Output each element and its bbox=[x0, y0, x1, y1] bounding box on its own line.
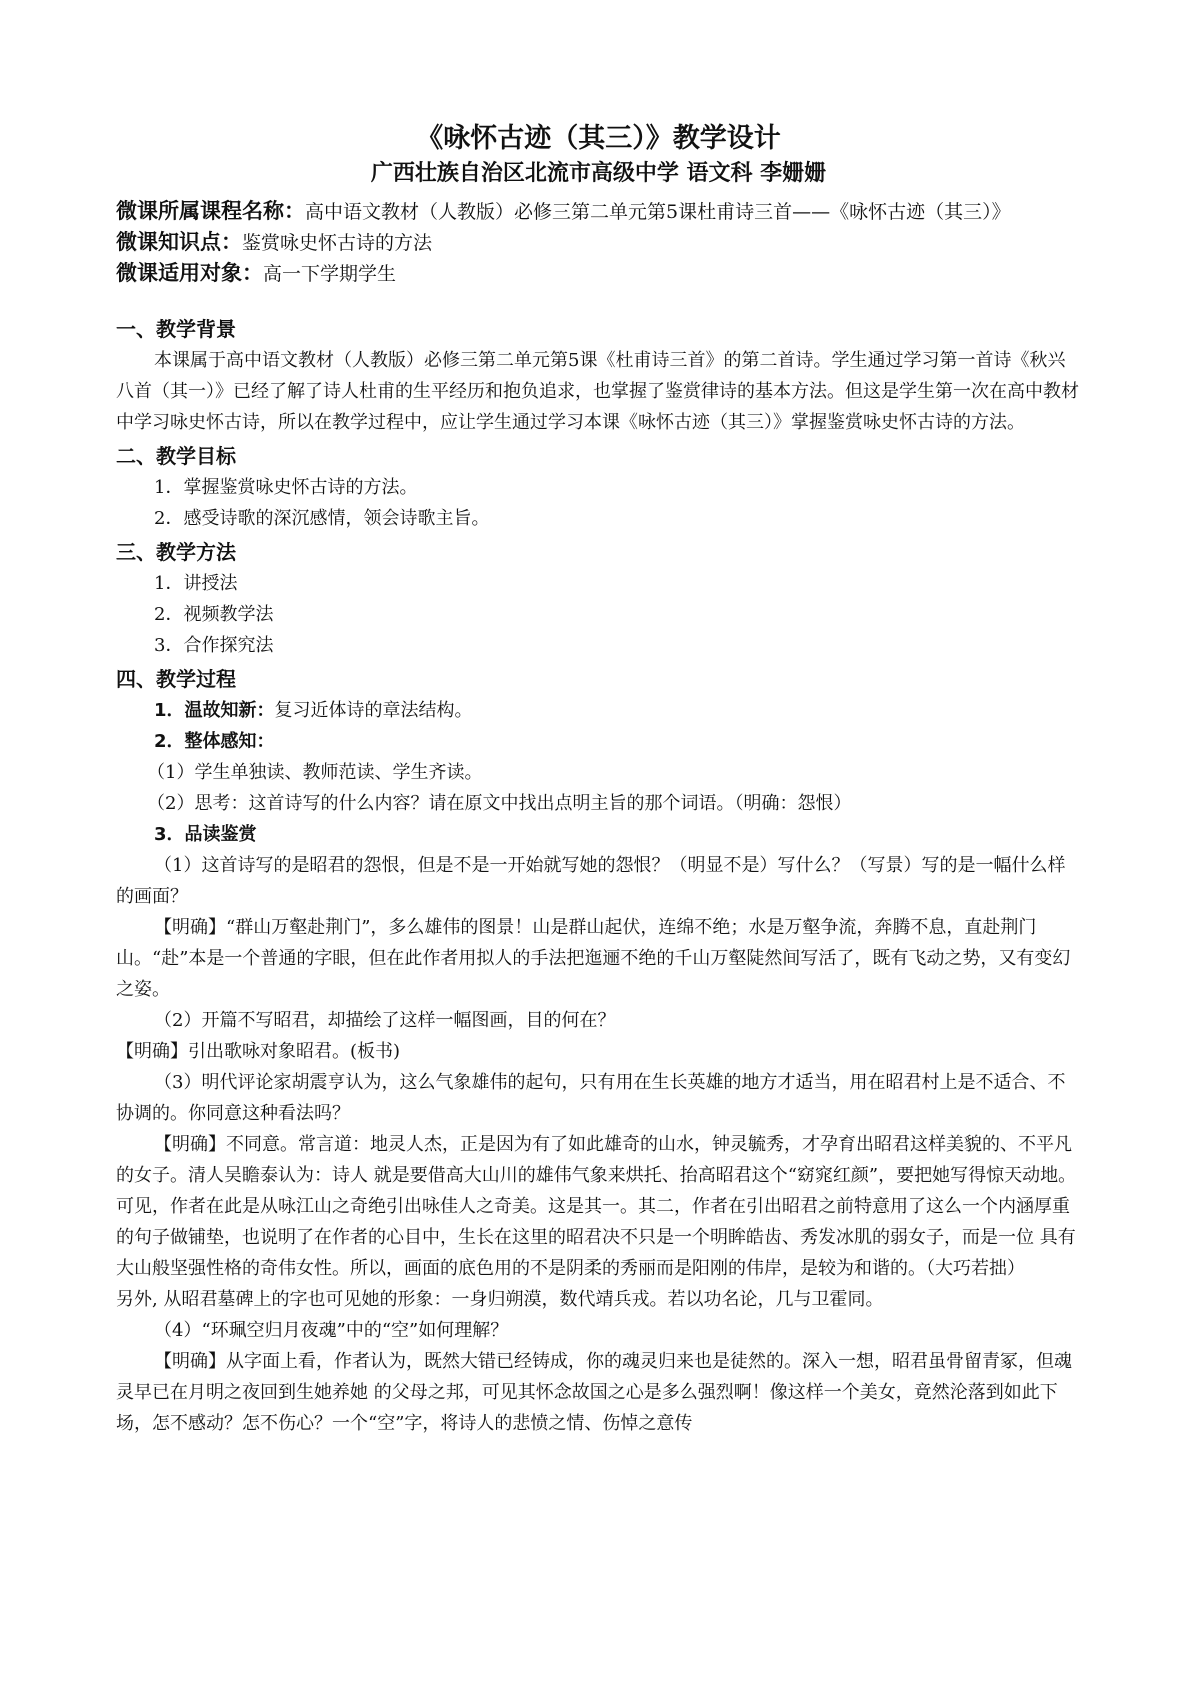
process-step-1-text: 复习近体诗的章法结构。 bbox=[274, 700, 473, 721]
method-item: 2．视频教学法 bbox=[154, 604, 274, 625]
meta-target-value: 高一下学期学生 bbox=[263, 263, 397, 285]
goal-item: 2．感受诗歌的深沉感情，领会诗歌主旨。 bbox=[154, 508, 490, 529]
section-heading-goals: 二、教学目标 bbox=[116, 444, 236, 468]
answer-3-extra: 另外, 从昭君墓碑上的字也可见她的形象：一身归朔漠，数代靖兵戎。若以功名论，几与卫霍同。 bbox=[116, 1289, 884, 1310]
section-background-body: 本课属于高中语文教材（人教版）必修三第二单元第5课《杜甫诗三首》的第二首诗。学生通过学习第一首诗《秋兴八首（其一）》已经了解了诗人杜甫的生平经历和抱负追求，也掌握了鉴赏律诗的基本方法。但这是学生第一次在高中教材中学习咏史怀古诗，所以在教学过程中，应让学生通过学习本课《咏怀古迹（其三）》掌握鉴赏咏史怀古诗的方法。 bbox=[116, 350, 1079, 433]
question-2: （2）开篇不写昭君，却描绘了这样一幅图画，目的何在？ bbox=[154, 1010, 616, 1031]
answer-4: 【明确】从字面上看，作者认为，既然大错已经铸成，你的魂灵归来也是徒然的。深入一想，昭君虽骨留青冢，但魂灵早已在月明之夜回到生她养她 的父母之邦，可见其怀念故国之心是多么强烈啊！像这样一个美女，竟然沦落到如此下场，怎不感动？怎不伤心？一个“空”字，将诗人的悲愤之情、伤悼之意传 bbox=[116, 1351, 1072, 1434]
doc-title: 《咏怀古迹（其三）》教学设计 bbox=[416, 123, 781, 154]
section-heading-background: 一、教学背景 bbox=[116, 317, 236, 341]
answer-1: 【明确】“群山万壑赴荆门”，多么雄伟的图景！山是群山起伏，连绵不绝；水是万壑争流，奔腾不息，直赴荆门山。“赴”本是一个普通的字眼，但在此作者用拟人的手法把迤逦不绝的千山万壑陡然间写活了，既有飞动之势，又有变幻之姿。 bbox=[116, 917, 1071, 1000]
meta-point-label: 微课知识点： bbox=[116, 230, 242, 254]
process-step-2-label: 2．整体感知： bbox=[154, 731, 275, 752]
doc-subtitle: 广西壮族自治区北流市高级中学 语文科 李姗姗 bbox=[370, 161, 827, 186]
spacer bbox=[116, 289, 1081, 311]
question-4: （4）“环珮空归月夜魂”中的“空”如何理解？ bbox=[154, 1320, 509, 1341]
process-step-3 bbox=[116, 819, 1081, 850]
meta-course bbox=[116, 196, 1081, 227]
process-step-1 bbox=[116, 695, 1081, 726]
goal-item: 1．掌握鉴赏咏史怀古诗的方法。 bbox=[154, 477, 418, 498]
method-item: 3．合作探究法 bbox=[154, 635, 274, 656]
process-step-2a: （1）学生单独读、教师范读、学生齐读。 bbox=[147, 762, 483, 783]
meta-course-value: 高中语文教材（人教版）必修三第二单元第5课杜甫诗三首——《咏怀古迹（其三）》 bbox=[305, 201, 1011, 223]
meta-course-label: 微课所属课程名称： bbox=[116, 199, 305, 223]
process-step-2 bbox=[116, 726, 1081, 757]
section-heading-process: 四、教学过程 bbox=[116, 667, 236, 691]
meta-target-label: 微课适用对象： bbox=[116, 261, 263, 285]
question-1: （1）这首诗写的是昭君的怨恨，但是不是一开始就写她的怨恨？（明显不是）写什么？（写景）写的是一幅什么样的画面？ bbox=[116, 855, 1066, 907]
answer-2: 【明确】引出歌咏对象昭君。(板书) bbox=[116, 1041, 401, 1062]
process-step-2b: （2）思考：这首诗写的什么内容？请在原文中找出点明主旨的那个词语。（明确：怨恨） bbox=[147, 793, 852, 814]
meta-point bbox=[116, 227, 1081, 258]
section-heading-methods: 三、教学方法 bbox=[116, 540, 236, 564]
process-step-1-label: 1．温故知新： bbox=[154, 700, 275, 721]
process-step-3-label: 3．品读鉴赏 bbox=[154, 824, 257, 845]
meta-point-value: 鉴赏咏史怀古诗的方法 bbox=[242, 232, 433, 254]
question-3: （3）明代评论家胡震亨认为，这么气象雄伟的起句，只有用在生长英雄的地方才适当，用在昭君村上是不适合、不协调的。你同意这种看法吗？ bbox=[116, 1072, 1066, 1124]
meta-target bbox=[116, 258, 1081, 289]
method-item: 1．讲授法 bbox=[154, 573, 238, 594]
answer-3: 【明确】不同意。常言道：地灵人杰，正是因为有了如此雄奇的山水，钟灵毓秀，才孕育出昭君这样美貌的、不平凡的女子。清人吴瞻泰认为：诗人 就是要借高大山川的雄伟气象来烘托、抬高昭君这个“窈窕红颜”，要把她写得惊天动地。可见，作者在此是从咏江山之奇绝引出咏佳人之奇美。这是其一。其二，作者在引出昭君之前特意用了这么一个内涵厚重的句子做铺垫，也说明了在作者的心目中，生长在这里的昭君决不只是一个明眸皓齿、秀发冰肌的弱女子，而是一位 具有大山般坚强性格的奇伟女性。所以，画面的底色用的不是阴柔的秀丽而是阳刚的伟岸，是较为和谐的。（大巧若拙） bbox=[116, 1134, 1077, 1279]
